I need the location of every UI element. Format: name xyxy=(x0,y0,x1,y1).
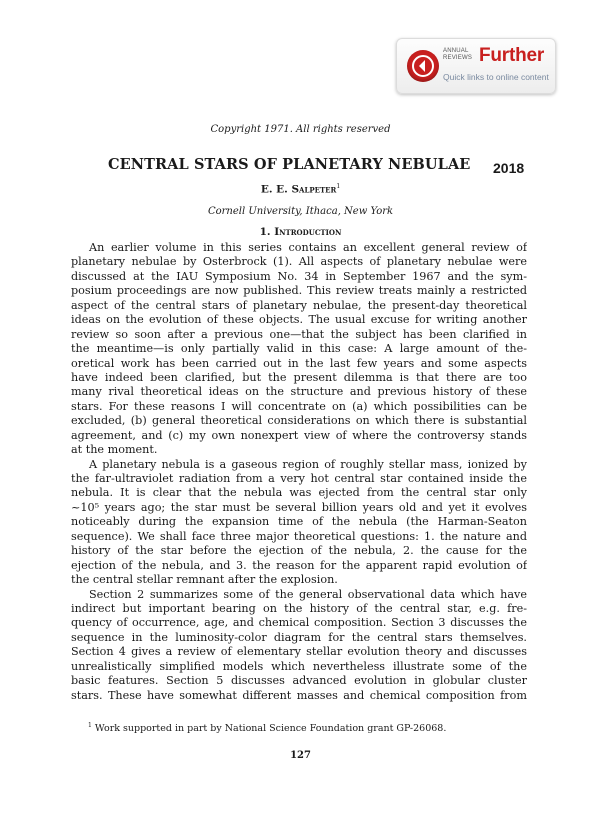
text-line: have indeed been clarified, but the present dilemma is that there are too xyxy=(71,370,527,384)
page-number: 127 xyxy=(290,750,311,761)
further-tagline: Quick links to online content xyxy=(443,72,549,82)
author-name: E. E. Salpeter xyxy=(260,183,337,196)
author-footnote-mark: 1 xyxy=(336,183,341,190)
text-line: nebula. It is clear that the nebula was ejected from the central star only xyxy=(71,486,527,500)
text-line: stars. For these reasons I will concentrate on (a) which possibilities can be xyxy=(71,399,527,413)
text-line: aspect of the central stars of planetary nebulae, the present-day theoretical xyxy=(71,298,527,312)
reviews-text: REVIEWS xyxy=(443,55,473,61)
text-line: many rival theoretical ideas on the structure and previous history of these xyxy=(71,385,527,399)
text-line: ideas on the evolution of these objects. The usual excuse for writing another xyxy=(71,313,527,327)
footnote-mark: 1 xyxy=(88,722,92,729)
text-line: review so soon after a previous one—that the subject has been clarified in xyxy=(71,327,527,341)
text-line: unrealistically simplified models which nevertheless illustrate some of the xyxy=(71,659,527,673)
further-banner[interactable] xyxy=(396,38,556,94)
section-number: 1. xyxy=(259,226,271,238)
article-body xyxy=(71,241,527,703)
annual-text: ANNUAL xyxy=(443,48,469,54)
text-line: sequence). We shall face three major theoretical questions: 1. the nature and xyxy=(71,529,527,543)
author-line xyxy=(0,183,601,196)
affiliation: Cornell University, Ithaca, New York xyxy=(207,206,394,217)
text-line: quency of occurrence, age, and chemical composition. Section 3 discusses the xyxy=(71,616,527,630)
text-line: history of the star before the ejection of the nebula, 2. the cause for the xyxy=(71,544,527,558)
paragraph xyxy=(71,588,527,704)
section-heading xyxy=(0,226,601,238)
paragraph xyxy=(71,241,527,458)
copyright-notice: Copyright 1971. All rights reserved xyxy=(210,124,391,135)
text-line: the central stellar remnant after the explosion. xyxy=(71,573,338,587)
text-line: the far-ultraviolet radiation from a very hot central star contained inside the xyxy=(71,472,527,485)
text-line: noticeably during the expansion time of the nebula (the Harman-Seaton xyxy=(71,515,527,529)
text-line: An earlier volume in this series contains an excellent general review of xyxy=(89,241,527,254)
further-brand: Further xyxy=(479,45,545,66)
footnote-text: Work supported in part by National Science Foundation grant GP-26068. xyxy=(94,723,447,735)
text-line: excluded, (b) general theoretical considerations on which there is substantial xyxy=(71,414,527,428)
text-line: the meantime—is only partially valid in this case: A large amount of the- xyxy=(71,342,527,356)
text-line: stars. These have somewhat different masses and chemical composition from xyxy=(71,688,527,702)
text-line: Section 4 gives a review of elementary stellar evolution theory and discusses xyxy=(71,645,527,659)
text-line: basic features. Section 5 discusses advanced evolution in globular cluster xyxy=(71,674,527,688)
text-line: discussed at the IAU Symposium No. 34 in September 1967 and the sym- xyxy=(71,269,527,283)
text-line: oretical work has been carried out in the last few years and some aspects xyxy=(71,356,527,370)
article-title: CENTRAL STARS OF PLANETARY NEBULAE xyxy=(108,156,471,173)
text-line: planetary nebulae by Osterbrock (1). All aspects of planetary nebulae were xyxy=(71,255,527,269)
paragraph xyxy=(71,458,527,588)
further-arrow-icon xyxy=(407,50,439,82)
text-line: agreement, and (c) my own nonexpert view of where the controversy stands xyxy=(71,428,527,442)
text-line: ~10⁵ years ago; the star must be several billion years old and yet it evolves xyxy=(71,500,527,514)
footnote xyxy=(88,722,446,734)
text-line: sequence in the luminosity-color diagram for the central stars themselves. xyxy=(71,630,527,644)
page-code: 2018 xyxy=(493,160,525,176)
text-line: Section 2 summarizes some of the general observational data which have xyxy=(89,587,527,601)
text-line: ejection of the nebula, and 3. the reason for the apparent rapid evolution of xyxy=(71,558,527,572)
text-line: A planetary nebula is a gaseous region of roughly stellar mass, ionized by xyxy=(89,457,527,471)
text-line: posium proceedings are now published. This review treats mainly a restricted xyxy=(71,284,527,298)
annual-reviews-logo xyxy=(443,48,472,62)
section-title: Introduction xyxy=(274,226,342,238)
text-line: indirect but important bearing on the history of the central star, e.g. fre- xyxy=(71,601,527,615)
text-line: at the moment. xyxy=(71,443,158,457)
